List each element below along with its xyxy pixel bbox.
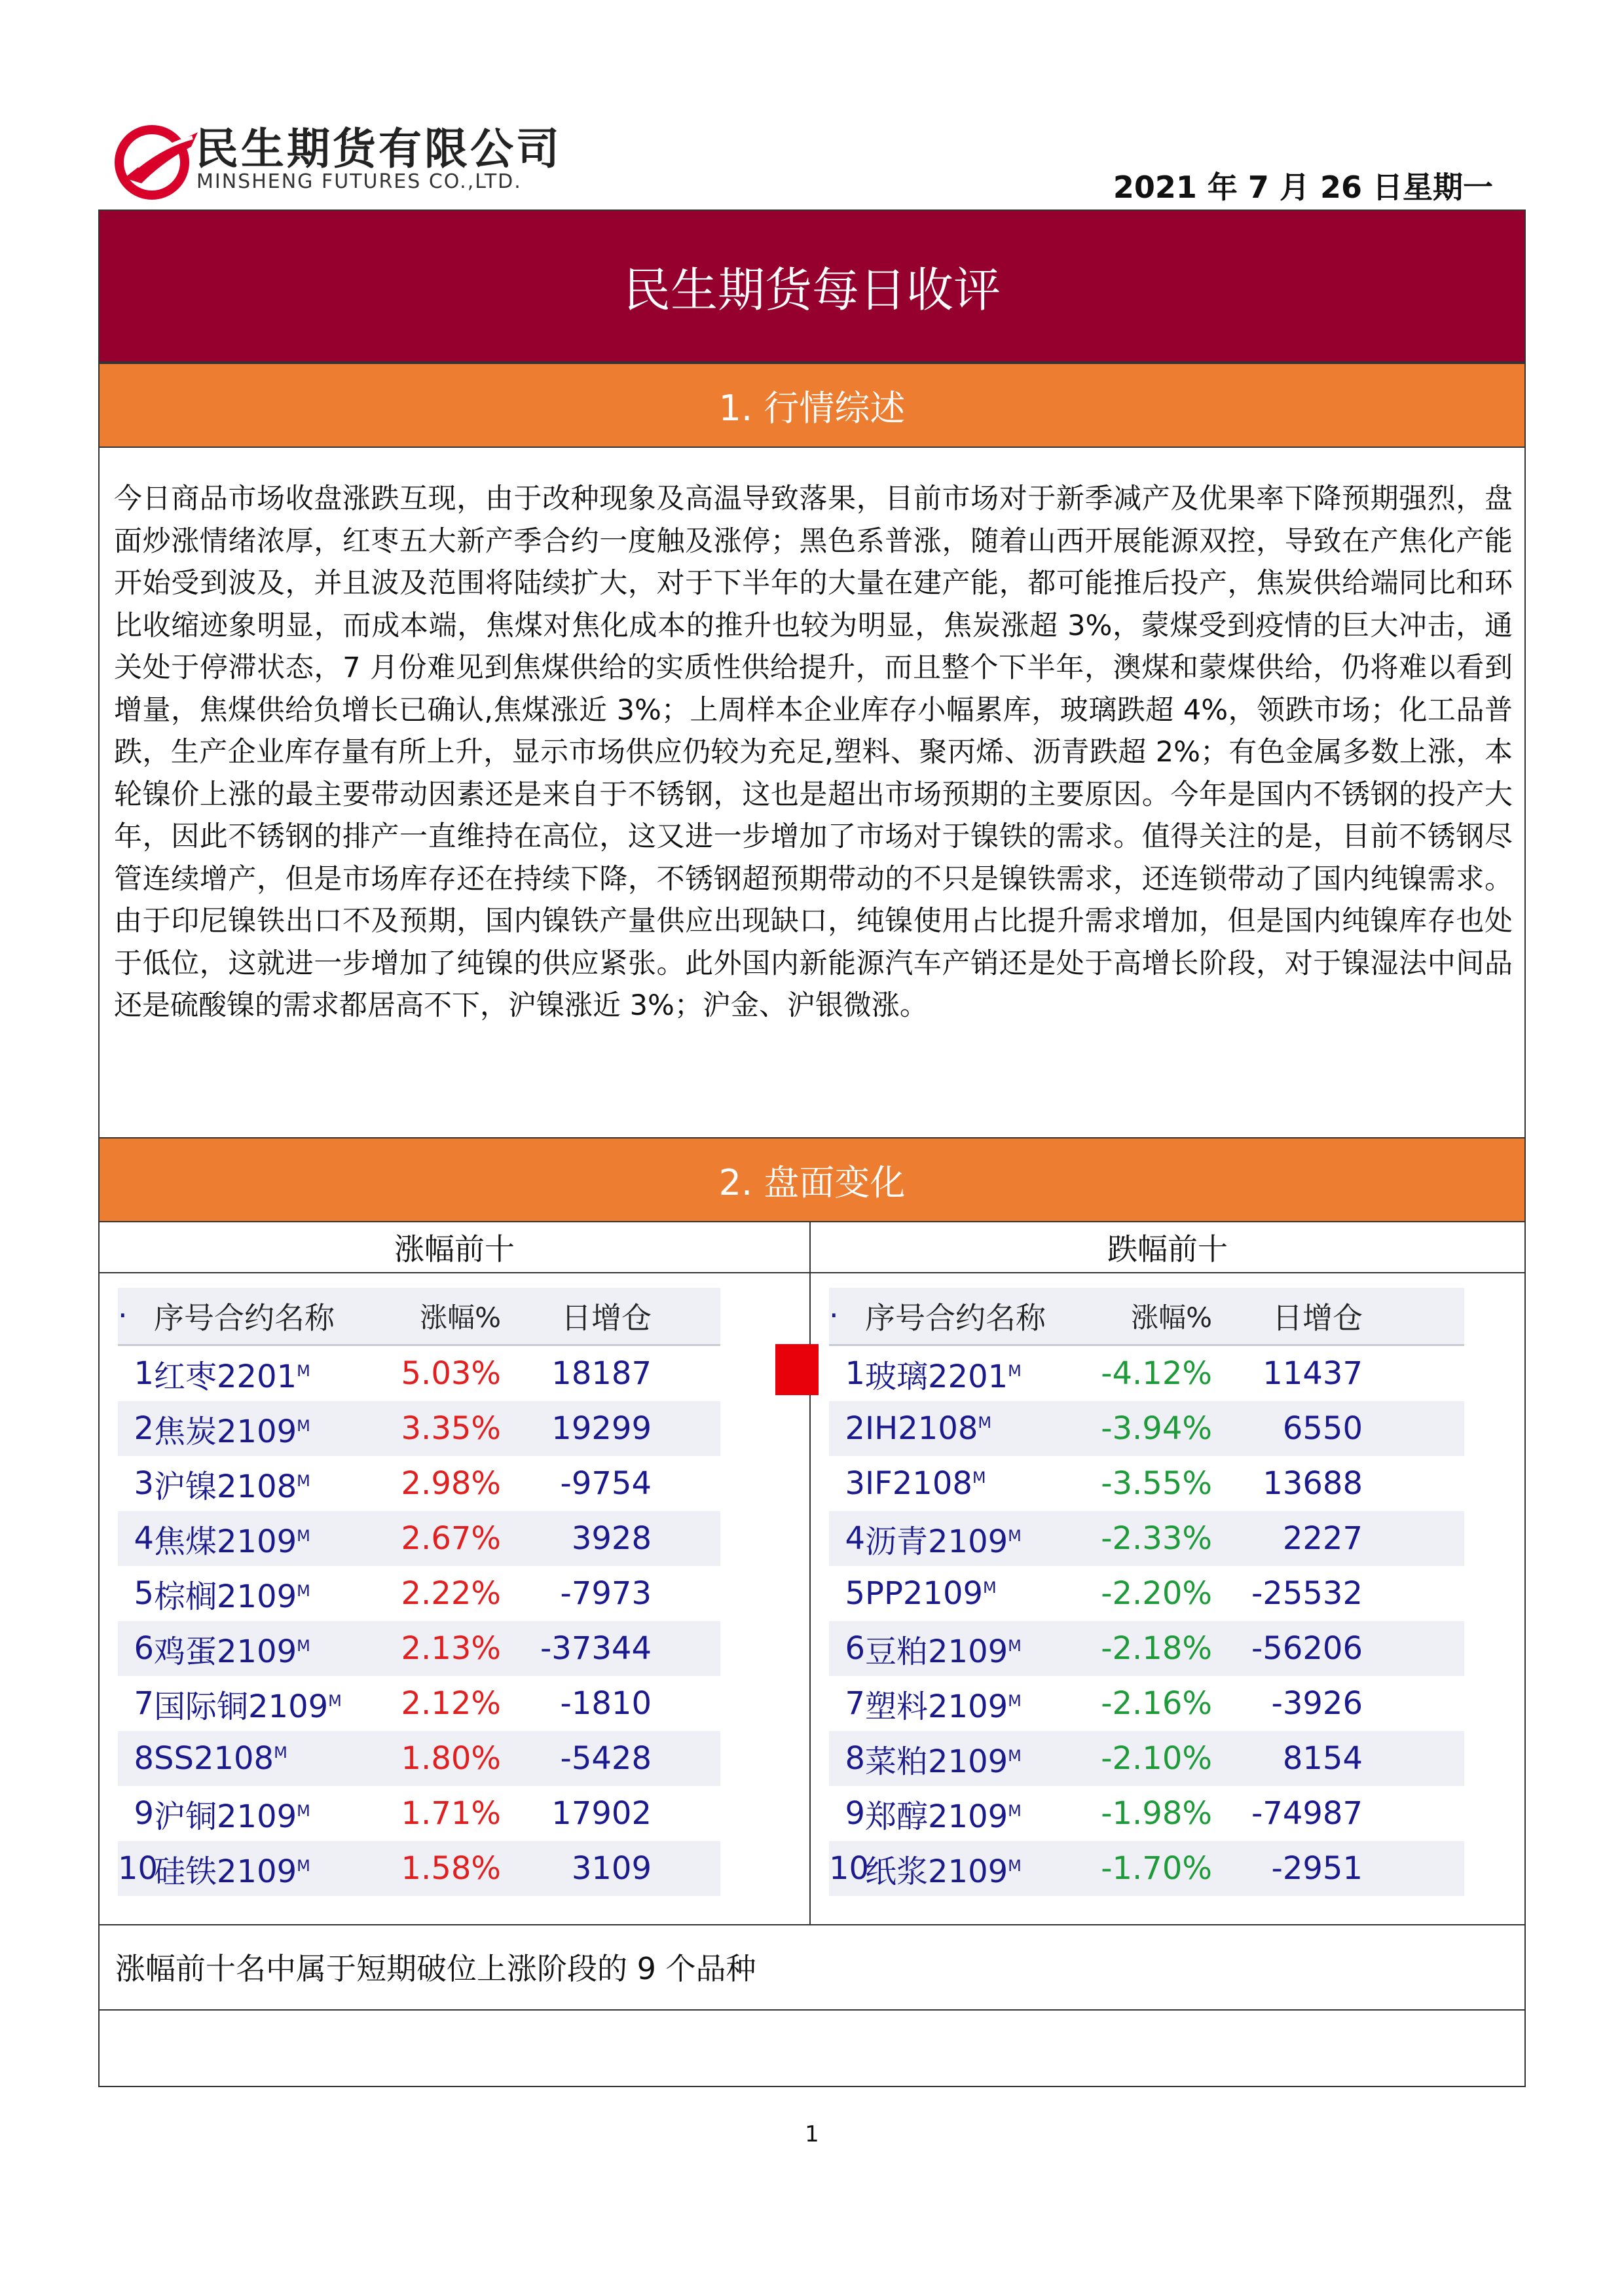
open-interest-change: 2227 [1282, 1520, 1363, 1557]
table-row[interactable] [118, 1621, 720, 1676]
row-seq: 2 [845, 1410, 865, 1447]
contract-name-text: 硅铁2109 [154, 1853, 297, 1890]
margin-marker: M [978, 1413, 992, 1432]
row-seq: 4 [845, 1520, 865, 1557]
sort-handle-icon: ‧ [829, 1298, 839, 1334]
contract-name [154, 1351, 370, 1396]
row-seq: 9 [134, 1795, 154, 1832]
open-interest-change: -2951 [1271, 1850, 1363, 1887]
change-pct: -2.20% [1101, 1575, 1212, 1612]
margin-marker: M [297, 1801, 310, 1820]
change-pct: 2.12% [401, 1685, 501, 1722]
section1-heading: 1. 行情综述 [100, 363, 1524, 448]
open-interest-change: 3109 [571, 1850, 652, 1887]
margin-marker: M [297, 1471, 310, 1490]
change-pct: -2.18% [1101, 1630, 1212, 1667]
header-seq-name: 序号合约名称 [154, 1300, 335, 1336]
change-pct: 2.98% [401, 1465, 501, 1502]
change-pct: 3.35% [401, 1410, 501, 1447]
contract-name [865, 1575, 1081, 1612]
row-seq: 9 [845, 1795, 865, 1832]
contract-name [865, 1351, 1081, 1396]
change-pct: 2.67% [401, 1520, 501, 1557]
contract-name [865, 1410, 1081, 1447]
open-interest-change: 6550 [1282, 1410, 1363, 1447]
gainers-panel [100, 1222, 811, 1924]
contract-name [154, 1516, 370, 1561]
margin-marker: M [1008, 1691, 1022, 1710]
change-pct: 2.13% [401, 1630, 501, 1667]
header-oi: 日增仓 [1272, 1300, 1363, 1336]
row-seq: 10 [118, 1850, 158, 1887]
row-seq: 1 [134, 1355, 154, 1392]
movers-tables [100, 1222, 1524, 1924]
report-title: 民生期货每日收评 [100, 211, 1524, 363]
open-interest-change: 18187 [551, 1355, 652, 1392]
contract-name-text: 菜粕2109 [865, 1743, 1008, 1780]
table-row[interactable] [118, 1841, 720, 1896]
contract-name-text: 沪镍2108 [154, 1468, 297, 1505]
contract-name-text: 焦炭2109 [154, 1413, 297, 1450]
header-seq-name: 序号合约名称 [865, 1300, 1046, 1336]
table-row[interactable] [829, 1786, 1464, 1841]
page-header [98, 98, 1526, 203]
contract-name-text: IF2108 [865, 1465, 972, 1502]
table-row[interactable] [829, 1566, 1464, 1621]
table-row[interactable] [829, 1511, 1464, 1566]
change-pct: -2.16% [1101, 1685, 1212, 1722]
change-pct: -1.70% [1101, 1850, 1212, 1887]
contract-name [154, 1681, 370, 1726]
open-interest-change: 17902 [551, 1795, 652, 1832]
open-interest-change: 3928 [571, 1520, 652, 1557]
contract-name-text: 纸浆2109 [865, 1853, 1008, 1890]
contract-name [154, 1791, 370, 1836]
market-summary-text: 今日商品市场收盘涨跌互现，由于改种现象及高温导致落果，目前市场对于新季减产及优果率下降预期强烈，盘面炒涨情绪浓厚，红枣五大新产季合约一度触及涨停；黑色系普涨，随着山西开展能源双控，导致在产焦化产能开始受到波及，并且波及范围将陆续扩大，对于下半年的大量在建产能，都可能推后投产，焦炭供给端同比和环比收缩迹象明显，而成本端，焦煤对焦化成本的推升也较为明显，焦炭涨超 3%，蒙煤受到疫情的巨大冲击，通关处于停滞状态，7 月份难见到焦煤供给的实质性供给提升，而且整个下半年，澳煤和蒙煤供给，仍将难以看到增量，焦煤供给负增长已确认,焦煤涨近 3%；上周样本企业库存小幅累库，玻璃跌超 4%，领跌市场；化工品普跌，生产企业库存量有所上升，显示市场供应仍较为充足,塑料、聚丙烯、沥青跌超 2%；有色金属多数上涨，本轮镍价上涨的最主要带动因素还是来自于不锈钢，这也是超出市场预期的主要原因。今年是国内不锈钢的投产大年，因此不锈钢的排产一直维持在高位，这又进一步增加了市场对于镍铁的需求。值得关注的是，目前不锈钢尽管连续增产，但是市场库存还在持续下降，不锈钢超预期带动的不只是镍铁需求，还连锁带动了国内纯镍需求。由于印尼镍铁出口不及预期，国内镍铁产量供应出现缺口，纯镍使用占比提升需求增加，但是国内纯镍库存也处于低位，这就进一步增加了纯镍的供应紧张。此外国内新能源汽车产销还是处于高增长阶段，对于镍湿法中间品还是硫酸镍的需求都居高不下，沪镍涨近 3%；沪金、沪银微涨。 [114, 483, 1513, 1022]
contract-name-text: 红枣2201 [154, 1358, 297, 1395]
contract-name-text: 鸡蛋2109 [154, 1633, 297, 1670]
open-interest-change: -25532 [1251, 1575, 1363, 1612]
contract-name [865, 1846, 1081, 1891]
table-row[interactable] [829, 1676, 1464, 1731]
row-seq: 4 [134, 1520, 154, 1557]
report-date: 2021 年 7 月 26 日星期一 [1113, 170, 1493, 205]
company-name-cn: 民生期货有限公司 [195, 124, 562, 174]
open-interest-change: -56206 [1251, 1630, 1363, 1667]
contract-name [865, 1516, 1081, 1561]
margin-marker: M [297, 1361, 310, 1380]
row-seq: 8 [134, 1740, 154, 1777]
contract-name [154, 1740, 370, 1777]
page-number: 1 [805, 2121, 819, 2147]
table-row[interactable] [829, 1621, 1464, 1676]
table-row[interactable] [118, 1786, 720, 1841]
table-row[interactable] [118, 1456, 720, 1511]
margin-marker: M [297, 1856, 310, 1875]
margin-marker: M [297, 1636, 310, 1655]
table-row[interactable] [118, 1511, 720, 1566]
open-interest-change: -7973 [560, 1575, 652, 1612]
contract-name [865, 1465, 1081, 1502]
section2-heading: 2. 盘面变化 [100, 1137, 1524, 1222]
contract-name [154, 1461, 370, 1506]
losers-table-header [829, 1288, 1464, 1346]
contract-name-text: PP2109 [865, 1575, 984, 1612]
row-seq: 1 [845, 1355, 865, 1392]
company-name-en: MINSHENG FUTURES CO.,LTD. [196, 170, 522, 193]
change-pct: -1.98% [1101, 1795, 1212, 1832]
contract-name [865, 1736, 1081, 1781]
contract-name [865, 1626, 1081, 1671]
change-pct: -4.12% [1101, 1355, 1212, 1392]
change-pct: 1.80% [401, 1740, 501, 1777]
table-row[interactable] [118, 1566, 720, 1621]
breakout-note: 涨幅前十名中属于短期破位上涨阶段的 9 个品种 [115, 1951, 756, 1986]
margin-marker: M [1008, 1526, 1022, 1545]
margin-marker: M [1008, 1856, 1022, 1875]
row-seq: 2 [134, 1410, 154, 1447]
change-pct: 2.22% [401, 1575, 501, 1612]
row-seq: 8 [845, 1740, 865, 1777]
row-seq: 6 [134, 1630, 154, 1667]
change-pct: -2.33% [1101, 1520, 1212, 1557]
note-row [100, 1924, 1524, 2009]
open-interest-change: 13688 [1263, 1465, 1363, 1502]
contract-name [865, 1791, 1081, 1836]
open-interest-change: -9754 [560, 1465, 652, 1502]
contract-name [154, 1626, 370, 1671]
header-oi: 日增仓 [561, 1300, 652, 1336]
row-seq: 3 [134, 1465, 154, 1502]
contract-name [865, 1681, 1081, 1726]
table-row[interactable] [829, 1346, 1464, 1401]
change-pct: -2.10% [1101, 1740, 1212, 1777]
margin-marker: M [274, 1743, 287, 1762]
margin-marker: M [1008, 1801, 1022, 1820]
row-seq: 7 [134, 1685, 154, 1722]
losers-table [829, 1288, 1464, 1896]
row-seq: 7 [845, 1685, 865, 1722]
margin-marker: M [297, 1416, 310, 1435]
contract-name-text: SS2108 [154, 1740, 274, 1777]
report-frame [98, 210, 1526, 2087]
change-pct: -3.55% [1101, 1465, 1212, 1502]
contract-name-text: 郑醇2109 [865, 1798, 1008, 1835]
open-interest-change: 19299 [551, 1410, 652, 1447]
contract-name [154, 1571, 370, 1616]
row-seq: 5 [845, 1575, 865, 1612]
contract-name [154, 1406, 370, 1451]
change-pct: -3.94% [1101, 1410, 1212, 1447]
open-interest-change: 11437 [1263, 1355, 1363, 1392]
open-interest-change: -74987 [1251, 1795, 1363, 1832]
open-interest-change: 8154 [1282, 1740, 1363, 1777]
margin-marker: M [328, 1691, 342, 1710]
contract-name-text: 棕榈2109 [154, 1578, 297, 1615]
table-row[interactable] [829, 1841, 1464, 1896]
contract-name-text: 豆粕2109 [865, 1633, 1008, 1670]
contract-name [154, 1846, 370, 1891]
header-pct: 涨幅% [420, 1302, 501, 1334]
table-row[interactable] [829, 1456, 1464, 1511]
margin-marker: M [1008, 1746, 1022, 1765]
gainers-table-header [118, 1288, 720, 1346]
table-row[interactable] [829, 1401, 1464, 1456]
losers-caption: 跌幅前十 [811, 1222, 1524, 1273]
contract-name-text: 玻璃2201 [865, 1358, 1008, 1395]
contract-name-text: 塑料2109 [865, 1688, 1008, 1725]
gainers-caption: 涨幅前十 [100, 1222, 809, 1273]
contract-name-text: 国际铜2109 [154, 1688, 329, 1725]
row-seq: 10 [829, 1850, 870, 1887]
header-pct: 涨幅% [1131, 1302, 1212, 1334]
table-row[interactable] [829, 1731, 1464, 1786]
margin-marker: M [983, 1578, 997, 1597]
margin-marker: M [297, 1526, 310, 1545]
contract-name-text: 沥青2109 [865, 1523, 1008, 1560]
margin-marker: M [1008, 1361, 1022, 1380]
open-interest-change: -3926 [1271, 1685, 1363, 1722]
table-row[interactable] [118, 1401, 720, 1456]
change-pct: 5.03% [401, 1355, 501, 1392]
contract-name-text: 焦煤2109 [154, 1523, 297, 1560]
contract-name-text: IH2108 [865, 1410, 978, 1447]
row-seq: 5 [134, 1575, 154, 1612]
losers-panel [811, 1222, 1524, 1924]
change-pct: 1.58% [401, 1850, 501, 1887]
margin-marker: M [1008, 1636, 1022, 1655]
gainers-table [118, 1288, 720, 1896]
open-interest-change: -37344 [540, 1630, 652, 1667]
open-interest-change: -5428 [560, 1740, 652, 1777]
change-pct: 1.71% [401, 1795, 501, 1832]
row-seq: 6 [845, 1630, 865, 1667]
table-row[interactable] [118, 1346, 720, 1401]
contract-name-text: 沪铜2109 [154, 1798, 297, 1835]
table-row[interactable] [118, 1731, 720, 1786]
company-logo-icon [111, 118, 203, 203]
empty-row [100, 2009, 1524, 2087]
margin-marker: M [972, 1468, 986, 1487]
open-interest-change: -1810 [560, 1685, 652, 1722]
row-seq: 3 [845, 1465, 865, 1502]
sort-handle-icon: ‧ [118, 1298, 128, 1334]
table-row[interactable] [118, 1676, 720, 1731]
margin-marker: M [297, 1581, 310, 1600]
